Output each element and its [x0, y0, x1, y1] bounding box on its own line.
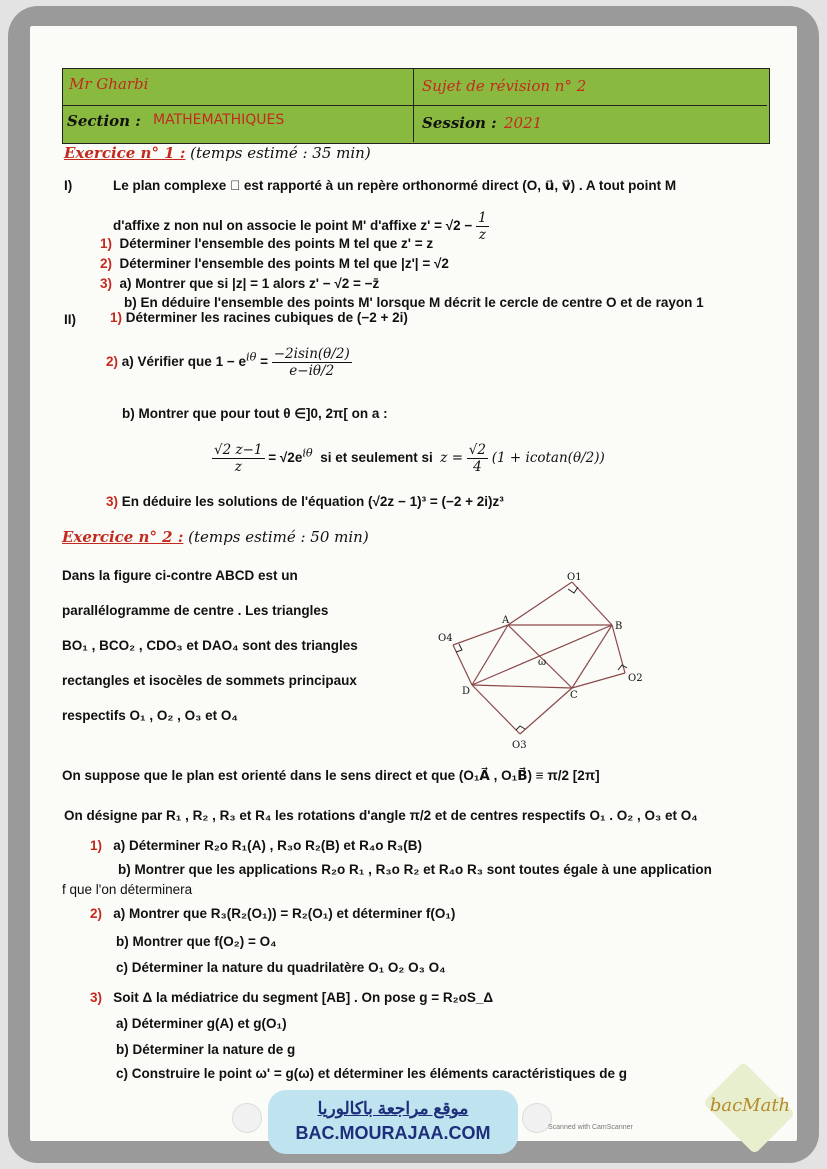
ex2-rotations: On désigne par R₁ , R₂ , R₃ et R₄ les rotations d'angle π/2 et de centres respectifs O₁ . O₂ , O₃ et O₄: [64, 808, 698, 823]
teacher-name: Mr Gharbi: [69, 75, 149, 93]
subject-title: Sujet de révision n° 2: [422, 77, 587, 95]
ex2-q2b: b) Montrer que f(O₂) = O₄: [116, 934, 277, 949]
ex1-II2a-fraction: $\frac{-2isin(\theta/2)}{e-i\theta/2}$: [273, 346, 350, 379]
ex2-time: (temps estimé : 50 min): [188, 528, 369, 546]
label-omega: ω: [538, 657, 547, 668]
header-table: [62, 68, 770, 144]
ex2-q2a: 2) a) Montrer que R₃(R₂(O₁)) = R₂(O₁) et déterminer f(O₁): [90, 906, 456, 921]
label-A: A: [502, 615, 510, 626]
scan-watermark: Scanned with CamScanner: [548, 1124, 633, 1131]
bacmath-logo-text: bacMath: [709, 1095, 791, 1116]
session-label: Session :: [422, 114, 497, 132]
label-D: D: [462, 686, 471, 697]
ex1-time: (temps estimé : 35 min): [190, 144, 371, 162]
ex1-II2b: b) Montrer que pour tout θ ∈]0, 2π[ on a :: [122, 406, 388, 421]
ex2-p2: parallélogramme de centre . Les triangles: [62, 603, 329, 618]
banner-arabic: موقع مراجعة باكالوريا: [317, 1099, 469, 1118]
session-cell: [414, 106, 767, 142]
label-O2: O2: [628, 673, 643, 684]
ex2-title: Exercice n° 2 :: [62, 528, 184, 546]
label-O1: O1: [567, 572, 582, 583]
label-C: C: [570, 690, 578, 701]
ex1-title: Exercice n° 1 :: [64, 144, 186, 162]
session-value: 2021: [504, 114, 543, 132]
ex2-orientation: On suppose que le plan est orienté dans le sens direct et que (O₁A⃗ , O₁B⃗) ≡ π/2 [2π]: [62, 768, 600, 783]
ex1-part-II-label: II): [64, 312, 76, 327]
ex2-p5: respectifs O₁ , O₂ , O₃ et O₄: [62, 708, 238, 723]
ex2-q3: 3) Soit Δ la médiatrice du segment [AB] . On pose g = R₂oS_Δ: [90, 990, 494, 1005]
ex1-II2a: 2) a) Vérifier que $1 - e^{i\theta}$ = $\frac{-2isin(\theta/2)}{e-i\theta/2}$: [106, 346, 350, 379]
ex1-I-text1: Le plan complexe 𝒫 est rapporté à un repère orthonormé direct (O, u⃗, v⃗) . A tout point M: [113, 178, 677, 193]
ex2-p3: BO₁ , BCO₂ , CDO₃ et DAO₄ sont des triangles: [62, 638, 358, 653]
ex2-q3a: a) Déterminer g(A) et g(O₁): [116, 1016, 287, 1031]
ex2-heading: [62, 528, 369, 546]
ex1-q3a: 3) a) Montrer que si |z| = 1 alors z' − √2 = −z̄: [100, 276, 380, 291]
ex1-I-text2a: d'affixe z non nul on associe le point M' d'affixe z' = √2 −: [113, 218, 473, 234]
ex1-q2: 2) Déterminer l'ensemble des points M tel que |z'| = √2: [100, 256, 449, 271]
ex2-p4: rectangles et isocèles de sommets principaux: [62, 673, 357, 688]
site-banner[interactable]: [268, 1090, 518, 1154]
teacher-cell: [63, 69, 414, 106]
parallelogram-figure: [432, 568, 672, 758]
ex1-I-fraction: $\frac{1}{z}$: [478, 210, 487, 243]
banner-site: BAC.MOURAJAA.COM: [295, 1123, 491, 1143]
ex2-q2c: c) Déterminer la nature du quadrilatère O₁ O₂ O₃ O₄: [116, 960, 446, 975]
ex2-q1b: b) Montrer que les applications R₂o R₁ , R₃o R₂ et R₄o R₃ sont toutes égale à une application: [118, 862, 712, 877]
subject-cell: [414, 69, 767, 106]
left-badge-icon: [232, 1103, 262, 1133]
ex1-II3: 3) En déduire les solutions de l'équation (√2z − 1)³ = (−2 + 2i)z³: [106, 494, 504, 509]
ex2-q3b: b) Déterminer la nature de g: [116, 1042, 296, 1057]
label-O3: O3: [512, 740, 527, 751]
ex1-q1: 1) Déterminer l'ensemble des points M tel que z' = z: [100, 236, 434, 251]
ex2-q1a: 1) a) Déterminer R₂o R₁(A) , R₃o R₂(B) et R₄o R₃(B): [90, 838, 423, 853]
section-label: Section :: [67, 112, 141, 130]
ex2-q3c: c) Construire le point ω' = g(ω) et déterminer les éléments caractéristiques de g: [116, 1066, 628, 1081]
ex1-II1: 1) Déterminer les racines cubiques de (−2 + 2i): [110, 310, 408, 325]
ex2-p1: Dans la figure ci-contre ABCD est un: [62, 568, 298, 583]
ex1-part-I-label: I): [64, 178, 73, 193]
section-cell: [63, 106, 414, 142]
ex1-q3b: b) En déduire l'ensemble des points M' lorsque M décrit le cercle de centre O et de rayon 1: [124, 295, 704, 310]
section-value: MATHEMATHIQUES: [153, 112, 285, 128]
ex1-II2b-frac1: $\frac{√2 z-1}{z}$: [214, 442, 263, 475]
ex2-q1b2: f que l'on déterminera: [62, 882, 193, 897]
label-B: B: [615, 621, 623, 632]
ex1-II2b-frac2: $\frac{√2}{4}$: [468, 442, 486, 475]
ex1-II2b-equation: $\frac{√2 z-1}{z}$ = $√2e^{i\theta}$ si et seulement si z = $\frac{√2}{4}$ (1 + icotan(θ/2)): [214, 442, 605, 475]
ex1-heading: [64, 144, 371, 162]
label-O4: O4: [438, 633, 453, 644]
